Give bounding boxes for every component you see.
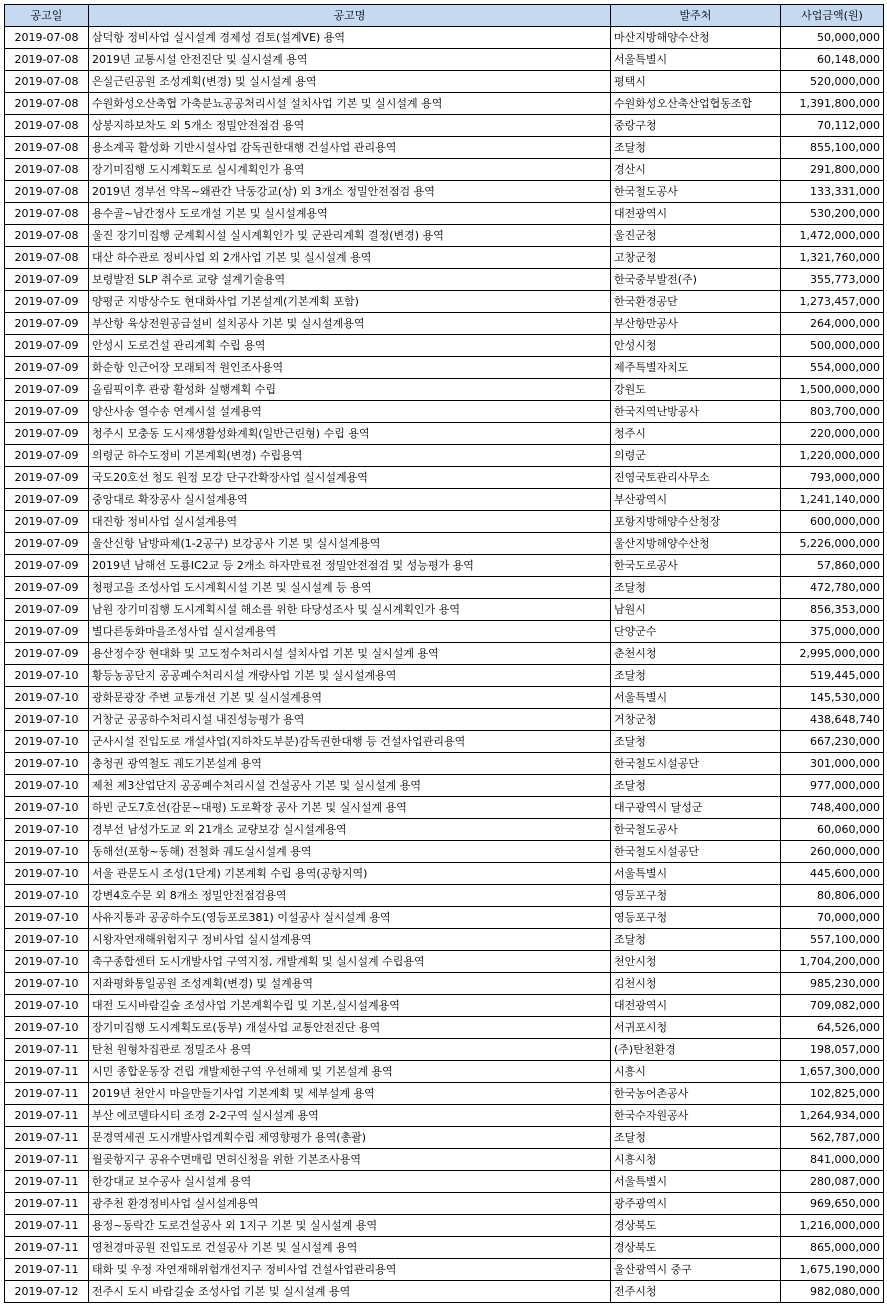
notice-title-cell: 상봉지하보차도 외 5개소 정밀안전점검 용역 xyxy=(89,115,611,137)
notice-title-cell: 2019년 교통시설 안전진단 및 실시설계 용역 xyxy=(89,49,611,71)
ordering-agency-cell: 서울특별시 xyxy=(611,863,781,885)
notice-date-cell: 2019-07-08 xyxy=(5,181,89,203)
project-amount-cell: 80,806,000 xyxy=(781,885,884,907)
ordering-agency-cell: 시흥시 xyxy=(611,1061,781,1083)
ordering-agency-cell: 서울특별시 xyxy=(611,687,781,709)
header-notice-date[interactable]: 공고일 xyxy=(5,5,89,27)
table-row[interactable] xyxy=(5,247,884,269)
notice-title-cell: 사유지통과 공공하수도(영등포로381) 이설공사 실시설계 용역 xyxy=(89,907,611,929)
notice-date-cell: 2019-07-09 xyxy=(5,313,89,335)
table-row[interactable] xyxy=(5,137,884,159)
ordering-agency-cell: 한국철도공사 xyxy=(611,181,781,203)
notice-date-cell: 2019-07-11 xyxy=(5,1259,89,1281)
notice-date-cell: 2019-07-10 xyxy=(5,907,89,929)
table-row[interactable] xyxy=(5,1017,884,1039)
table-row[interactable] xyxy=(5,1259,884,1281)
notice-title-cell: 하빈 군도7호선(감문~대평) 도로확장 공사 기본 및 실시설계 용역 xyxy=(89,797,611,819)
notice-date-cell: 2019-07-12 xyxy=(5,1281,89,1303)
header-row xyxy=(5,5,884,27)
notice-date-cell: 2019-07-09 xyxy=(5,533,89,555)
notice-date-cell: 2019-07-09 xyxy=(5,445,89,467)
project-amount-cell: 520,000,000 xyxy=(781,71,884,93)
notice-date-cell: 2019-07-09 xyxy=(5,577,89,599)
notice-date-cell: 2019-07-10 xyxy=(5,951,89,973)
notice-title-cell: 군사시설 진입도로 개설사업(지하차도부분)감독권한대행 등 건설사업관리용역 xyxy=(89,731,611,753)
ordering-agency-cell: 의령군 xyxy=(611,445,781,467)
notice-title-cell: 삼덕항 정비사업 실시설계 경제성 검토(설계VE) 용역 xyxy=(89,27,611,49)
notice-title-cell: 중앙대로 확장공사 실시설계용역 xyxy=(89,489,611,511)
ordering-agency-cell: 울진군청 xyxy=(611,225,781,247)
table-row[interactable] xyxy=(5,379,884,401)
table-row[interactable] xyxy=(5,863,884,885)
ordering-agency-cell: 제주특별자치도 xyxy=(611,357,781,379)
notice-date-cell: 2019-07-09 xyxy=(5,555,89,577)
notice-date-cell: 2019-07-10 xyxy=(5,665,89,687)
project-amount-cell: 1,675,190,000 xyxy=(781,1259,884,1281)
project-amount-cell: 557,100,000 xyxy=(781,929,884,951)
project-amount-cell: 969,650,000 xyxy=(781,1193,884,1215)
table-row[interactable] xyxy=(5,841,884,863)
project-amount-cell: 500,000,000 xyxy=(781,335,884,357)
notice-date-cell: 2019-07-09 xyxy=(5,467,89,489)
ordering-agency-cell: 부산광역시 xyxy=(611,489,781,511)
project-amount-cell: 562,787,000 xyxy=(781,1127,884,1149)
ordering-agency-cell: 한국지역난방공사 xyxy=(611,401,781,423)
table-row[interactable] xyxy=(5,687,884,709)
notice-date-cell: 2019-07-08 xyxy=(5,115,89,137)
notice-title-cell: 2019년 경부선 약목~왜관간 낙동강교(상) 외 3개소 정밀안전점검 용역 xyxy=(89,181,611,203)
ordering-agency-cell: 울산광역시 중구 xyxy=(611,1259,781,1281)
notice-title-cell: 의령군 하수도정비 기본계획(변경) 수립용역 xyxy=(89,445,611,467)
notice-date-cell: 2019-07-10 xyxy=(5,687,89,709)
notice-date-cell: 2019-07-08 xyxy=(5,247,89,269)
notice-title-cell: 축구종합센터 도시개발사업 구역지정, 개발계획 및 실시설계 수립용역 xyxy=(89,951,611,973)
notice-date-cell: 2019-07-09 xyxy=(5,335,89,357)
notice-date-cell: 2019-07-09 xyxy=(5,643,89,665)
table-row[interactable] xyxy=(5,819,884,841)
notice-title-cell: 울진 장기미집행 군계획시설 실시계획인가 및 군관리계획 결정(변경) 용역 xyxy=(89,225,611,247)
project-amount-cell: 70,112,000 xyxy=(781,115,884,137)
notice-date-cell: 2019-07-08 xyxy=(5,159,89,181)
ordering-agency-cell: 시흥시청 xyxy=(611,1149,781,1171)
ordering-agency-cell: 영등포구청 xyxy=(611,907,781,929)
project-amount-cell: 709,082,000 xyxy=(781,995,884,1017)
project-amount-cell: 57,860,000 xyxy=(781,555,884,577)
notice-date-cell: 2019-07-11 xyxy=(5,1237,89,1259)
notice-date-cell: 2019-07-09 xyxy=(5,599,89,621)
table-row[interactable] xyxy=(5,27,884,49)
project-amount-cell: 291,800,000 xyxy=(781,159,884,181)
table-row[interactable] xyxy=(5,291,884,313)
notice-date-cell: 2019-07-08 xyxy=(5,27,89,49)
table-row[interactable] xyxy=(5,225,884,247)
notice-title-cell: 수원화성오산축협 가축분뇨공공처리시설 설치사업 기본 및 실시설계 용역 xyxy=(89,93,611,115)
table-row[interactable] xyxy=(5,313,884,335)
notice-title-cell: 장기미집행 도시계획도로(동부) 개설사업 교통안전진단 용역 xyxy=(89,1017,611,1039)
notice-date-cell: 2019-07-08 xyxy=(5,49,89,71)
table-row[interactable] xyxy=(5,489,884,511)
project-amount-cell: 600,000,000 xyxy=(781,511,884,533)
table-row[interactable] xyxy=(5,181,884,203)
project-amount-cell: 855,100,000 xyxy=(781,137,884,159)
notice-title-cell: 서울 관문도시 조성(1단계) 기본계획 수립 용역(공항지역) xyxy=(89,863,611,885)
notice-date-cell: 2019-07-08 xyxy=(5,93,89,115)
ordering-agency-cell: 대구광역시 달성군 xyxy=(611,797,781,819)
ordering-agency-cell: 조달청 xyxy=(611,577,781,599)
notice-date-cell: 2019-07-11 xyxy=(5,1171,89,1193)
project-amount-cell: 1,220,000,000 xyxy=(781,445,884,467)
table-row[interactable] xyxy=(5,49,884,71)
notice-date-cell: 2019-07-10 xyxy=(5,863,89,885)
project-amount-cell: 438,648,740 xyxy=(781,709,884,731)
table-row[interactable] xyxy=(5,951,884,973)
notice-title-cell: 용산정수장 현대화 및 고도정수처리시설 설치사업 기본 및 실시설계 용역 xyxy=(89,643,611,665)
notice-title-cell: 태화 및 우정 자연재해위험개선지구 정비사업 건설사업관리용역 xyxy=(89,1259,611,1281)
ordering-agency-cell: 한국철도시설공단 xyxy=(611,841,781,863)
notice-title-cell: 남원 장기미집행 도시계획시설 해소를 위한 타당성조사 및 실시계획인가 용역 xyxy=(89,599,611,621)
table-row[interactable] xyxy=(5,1215,884,1237)
ordering-agency-cell: 조달청 xyxy=(611,731,781,753)
table-row[interactable] xyxy=(5,599,884,621)
notice-title-cell: 울산신항 남방파제(1-2공구) 보강공사 기본 및 실시설계용역 xyxy=(89,533,611,555)
table-row[interactable] xyxy=(5,159,884,181)
notice-date-cell: 2019-07-10 xyxy=(5,995,89,1017)
table-row[interactable] xyxy=(5,731,884,753)
project-amount-cell: 220,000,000 xyxy=(781,423,884,445)
notice-date-cell: 2019-07-11 xyxy=(5,1105,89,1127)
notice-date-cell: 2019-07-10 xyxy=(5,1017,89,1039)
notice-date-cell: 2019-07-08 xyxy=(5,71,89,93)
project-amount-cell: 1,704,200,000 xyxy=(781,951,884,973)
ordering-agency-cell: 한국중부발전(주) xyxy=(611,269,781,291)
notice-title-cell: 부산항 육상전원공급설비 설치공사 기본 및 실시설계용역 xyxy=(89,313,611,335)
project-amount-cell: 667,230,000 xyxy=(781,731,884,753)
ordering-agency-cell: 부산항만공사 xyxy=(611,313,781,335)
project-amount-cell: 530,200,000 xyxy=(781,203,884,225)
notice-title-cell: 안성시 도로건설 관리계획 수립 용역 xyxy=(89,335,611,357)
project-amount-cell: 5,226,000,000 xyxy=(781,533,884,555)
project-amount-cell: 748,400,000 xyxy=(781,797,884,819)
notice-date-cell: 2019-07-09 xyxy=(5,291,89,313)
notice-date-cell: 2019-07-10 xyxy=(5,709,89,731)
table-row[interactable] xyxy=(5,555,884,577)
project-amount-cell: 554,000,000 xyxy=(781,357,884,379)
notice-title-cell: 2019년 천안시 마을만들기사업 기본계획 및 세부설계 용역 xyxy=(89,1083,611,1105)
notice-title-cell: 제천 제3산업단지 공공폐수처리시설 건설공사 기본 및 실시설계 용역 xyxy=(89,775,611,797)
project-amount-cell: 70,000,000 xyxy=(781,907,884,929)
ordering-agency-cell: 춘천시청 xyxy=(611,643,781,665)
notice-title-cell: 양산사송 열수송 연계시설 설계용역 xyxy=(89,401,611,423)
project-amount-cell: 264,000,000 xyxy=(781,313,884,335)
notice-title-cell: 한강대교 보수공사 실시설계 용역 xyxy=(89,1171,611,1193)
ordering-agency-cell: 김천시청 xyxy=(611,973,781,995)
table-row[interactable] xyxy=(5,93,884,115)
notice-title-cell: 탄천 원형차집관로 정밀조사 용역 xyxy=(89,1039,611,1061)
table-row[interactable] xyxy=(5,1149,884,1171)
ordering-agency-cell: 수원화성오산축산업협동조합 xyxy=(611,93,781,115)
notice-title-cell: 보령발전 SLP 취수로 교량 설계기술용역 xyxy=(89,269,611,291)
table-row[interactable] xyxy=(5,357,884,379)
table-row[interactable] xyxy=(5,1171,884,1193)
notice-title-cell: 동해선(포항~동해) 전철화 궤도실시설계 용역 xyxy=(89,841,611,863)
notice-title-cell: 국도20호선 청도 원정 모강 단구간확장사업 실시설계용역 xyxy=(89,467,611,489)
project-amount-cell: 102,825,000 xyxy=(781,1083,884,1105)
project-amount-cell: 793,000,000 xyxy=(781,467,884,489)
notice-title-cell: 문경역세권 도시개발사업계획수립 제영향평가 용역(총괄) xyxy=(89,1127,611,1149)
table-row[interactable] xyxy=(5,533,884,555)
project-amount-cell: 1,657,300,000 xyxy=(781,1061,884,1083)
table-row[interactable] xyxy=(5,621,884,643)
project-amount-cell: 50,000,000 xyxy=(781,27,884,49)
ordering-agency-cell: 조달청 xyxy=(611,929,781,951)
ordering-agency-cell: 중랑구청 xyxy=(611,115,781,137)
notice-title-cell: 별다른동화마을조성사업 실시설계용역 xyxy=(89,621,611,643)
notice-date-cell: 2019-07-09 xyxy=(5,401,89,423)
table-row[interactable] xyxy=(5,1039,884,1061)
notice-title-cell: 월곶항지구 공유수면매립 면허신청을 위한 기본조사용역 xyxy=(89,1149,611,1171)
notice-title-cell: 경부선 남성가도교 외 21개소 교량보강 실시설계용역 xyxy=(89,819,611,841)
project-amount-cell: 1,241,140,000 xyxy=(781,489,884,511)
notice-date-cell: 2019-07-11 xyxy=(5,1127,89,1149)
notice-title-cell: 광화문광장 주변 교통개선 기본 및 실시설계용역 xyxy=(89,687,611,709)
ordering-agency-cell: 한국농어촌공사 xyxy=(611,1083,781,1105)
header-project-amount[interactable]: 사업금액(원) xyxy=(781,5,884,27)
table-row[interactable] xyxy=(5,775,884,797)
project-amount-cell: 472,780,000 xyxy=(781,577,884,599)
notice-date-cell: 2019-07-09 xyxy=(5,489,89,511)
project-amount-cell: 1,264,934,000 xyxy=(781,1105,884,1127)
notice-title-cell: 장기미집행 도시계획도로 실시계획인가 용역 xyxy=(89,159,611,181)
table-row[interactable] xyxy=(5,1105,884,1127)
notice-date-cell: 2019-07-11 xyxy=(5,1215,89,1237)
table-row[interactable] xyxy=(5,335,884,357)
ordering-agency-cell: 대전광역시 xyxy=(611,995,781,1017)
notice-title-cell: 충청권 광역철도 궤도기본설계 용역 xyxy=(89,753,611,775)
ordering-agency-cell: 강원도 xyxy=(611,379,781,401)
table-row[interactable] xyxy=(5,577,884,599)
notice-title-cell: 용정~동락간 도로건설공사 외 1지구 기본 및 실시설계 용역 xyxy=(89,1215,611,1237)
ordering-agency-cell: 조달청 xyxy=(611,137,781,159)
ordering-agency-cell: 서귀포시청 xyxy=(611,1017,781,1039)
ordering-agency-cell: 천안시청 xyxy=(611,951,781,973)
table-row[interactable] xyxy=(5,423,884,445)
table-row[interactable] xyxy=(5,907,884,929)
table-row[interactable] xyxy=(5,401,884,423)
notice-date-cell: 2019-07-10 xyxy=(5,775,89,797)
notice-title-cell: 거창군 공공하수처리시설 내진성능평가 용역 xyxy=(89,709,611,731)
ordering-agency-cell: 한국환경공단 xyxy=(611,291,781,313)
table-row[interactable] xyxy=(5,269,884,291)
project-amount-cell: 375,000,000 xyxy=(781,621,884,643)
ordering-agency-cell: 한국도로공사 xyxy=(611,555,781,577)
table-row[interactable] xyxy=(5,643,884,665)
notice-date-cell: 2019-07-11 xyxy=(5,1061,89,1083)
table-row[interactable] xyxy=(5,445,884,467)
table-row[interactable] xyxy=(5,1083,884,1105)
project-amount-cell: 985,230,000 xyxy=(781,973,884,995)
ordering-agency-cell: 한국수자원공사 xyxy=(611,1105,781,1127)
notice-date-cell: 2019-07-09 xyxy=(5,379,89,401)
ordering-agency-cell: 한국철도공사 xyxy=(611,819,781,841)
ordering-agency-cell: 영등포구청 xyxy=(611,885,781,907)
ordering-agency-cell: 평택시 xyxy=(611,71,781,93)
project-amount-cell: 260,000,000 xyxy=(781,841,884,863)
table-row[interactable] xyxy=(5,973,884,995)
project-amount-cell: 60,148,000 xyxy=(781,49,884,71)
notice-date-cell: 2019-07-10 xyxy=(5,731,89,753)
ordering-agency-cell: 조달청 xyxy=(611,665,781,687)
project-amount-cell: 841,000,000 xyxy=(781,1149,884,1171)
ordering-agency-cell: 거창군청 xyxy=(611,709,781,731)
ordering-agency-cell: 남원시 xyxy=(611,599,781,621)
notice-date-cell: 2019-07-10 xyxy=(5,841,89,863)
table-row[interactable] xyxy=(5,797,884,819)
notice-title-cell: 대전 도시바람길숲 조성사업 기본계획수립 및 기본,실시설계용역 xyxy=(89,995,611,1017)
notice-title-cell: 지좌평화통일공원 조성계획(변경) 및 설계용역 xyxy=(89,973,611,995)
project-amount-cell: 982,080,000 xyxy=(781,1281,884,1303)
table-row[interactable] xyxy=(5,203,884,225)
ordering-agency-cell: 서울특별시 xyxy=(611,49,781,71)
project-amount-cell: 1,321,760,000 xyxy=(781,247,884,269)
header-notice-title[interactable]: 공고명 xyxy=(89,5,611,27)
notice-title-cell: 대진항 정비사업 실시설계용역 xyxy=(89,511,611,533)
notice-title-cell: 청평고을 조성사업 도시계획시설 기본 및 실시설계 등 용역 xyxy=(89,577,611,599)
ordering-agency-cell: 마산지방해양수산청 xyxy=(611,27,781,49)
project-amount-cell: 865,000,000 xyxy=(781,1237,884,1259)
notice-title-cell: 시왕자연재해위험지구 정비사업 실시설계용역 xyxy=(89,929,611,951)
notice-title-cell: 대산 하수관로 정비사업 외 2개사업 기본 및 실시설계 용역 xyxy=(89,247,611,269)
table-row[interactable] xyxy=(5,995,884,1017)
notice-date-cell: 2019-07-10 xyxy=(5,797,89,819)
ordering-agency-cell: 한국철도시설공단 xyxy=(611,753,781,775)
table-row[interactable] xyxy=(5,511,884,533)
table-row[interactable] xyxy=(5,115,884,137)
ordering-agency-cell: (주)탄천환경 xyxy=(611,1039,781,1061)
notice-date-cell: 2019-07-10 xyxy=(5,819,89,841)
notice-title-cell: 청주시 모충동 도시재생활성화계획(일반근린형) 수립 용역 xyxy=(89,423,611,445)
notice-date-cell: 2019-07-09 xyxy=(5,621,89,643)
ordering-agency-cell: 울산지방해양수산청 xyxy=(611,533,781,555)
notice-date-cell: 2019-07-10 xyxy=(5,753,89,775)
notice-title-cell: 양평군 지방상수도 현대화사업 기본설계(기본계획 포함) xyxy=(89,291,611,313)
ordering-agency-cell: 경상북도 xyxy=(611,1237,781,1259)
ordering-agency-cell: 경산시 xyxy=(611,159,781,181)
notice-date-cell: 2019-07-11 xyxy=(5,1149,89,1171)
project-amount-cell: 64,526,000 xyxy=(781,1017,884,1039)
project-amount-cell: 2,995,000,000 xyxy=(781,643,884,665)
project-amount-cell: 977,000,000 xyxy=(781,775,884,797)
ordering-agency-cell: 포항지방해양수산청장 xyxy=(611,511,781,533)
notice-title-cell: 황등농공단지 공공폐수처리시설 개량사업 기본 및 실시설계용역 xyxy=(89,665,611,687)
ordering-agency-cell: 조달청 xyxy=(611,1127,781,1149)
ordering-agency-cell: 서울특별시 xyxy=(611,1171,781,1193)
notice-title-cell: 은실근린공원 조성계획(변경) 및 실시설계 용역 xyxy=(89,71,611,93)
project-amount-cell: 145,530,000 xyxy=(781,687,884,709)
notice-title-cell: 강변4호수문 외 8개소 정밀안전점검용역 xyxy=(89,885,611,907)
notice-title-cell: 2019년 남해선 도룡IC2교 등 2개소 하자만료전 정밀안전점검 및 성능평가 용역 xyxy=(89,555,611,577)
project-amount-cell: 856,353,000 xyxy=(781,599,884,621)
ordering-agency-cell: 경상북도 xyxy=(611,1215,781,1237)
notice-date-cell: 2019-07-09 xyxy=(5,423,89,445)
table-row[interactable] xyxy=(5,1281,884,1303)
project-amount-cell: 1,391,800,000 xyxy=(781,93,884,115)
table-row[interactable] xyxy=(5,665,884,687)
notice-date-cell: 2019-07-08 xyxy=(5,137,89,159)
notice-title-cell: 영천경마공원 진입도로 건설공사 기본 및 실시설계 용역 xyxy=(89,1237,611,1259)
project-amount-cell: 280,087,000 xyxy=(781,1171,884,1193)
notice-date-cell: 2019-07-10 xyxy=(5,973,89,995)
ordering-agency-cell: 단양군수 xyxy=(611,621,781,643)
table-row[interactable] xyxy=(5,1061,884,1083)
table-row[interactable] xyxy=(5,1237,884,1259)
notice-title-cell: 부산 에코델타시티 조경 2-2구역 실시설계 용역 xyxy=(89,1105,611,1127)
ordering-agency-cell: 청주시 xyxy=(611,423,781,445)
project-amount-cell: 60,060,000 xyxy=(781,819,884,841)
notice-date-cell: 2019-07-09 xyxy=(5,511,89,533)
notice-title-cell: 전주시 도시 바람길숲 조성사업 기본 및 실시설계 용역 xyxy=(89,1281,611,1303)
notice-date-cell: 2019-07-10 xyxy=(5,929,89,951)
notice-title-cell: 올림픽이후 관광 활성화 실행계획 수립 xyxy=(89,379,611,401)
table-row[interactable] xyxy=(5,753,884,775)
notice-title-cell: 광주천 환경정비사업 실시설계용역 xyxy=(89,1193,611,1215)
notice-date-cell: 2019-07-08 xyxy=(5,203,89,225)
notice-date-cell: 2019-07-11 xyxy=(5,1083,89,1105)
notice-title-cell: 시민 종합운동장 건립 개발제한구역 우선해제 및 기본설계 용역 xyxy=(89,1061,611,1083)
ordering-agency-cell: 안성시청 xyxy=(611,335,781,357)
ordering-agency-cell: 조달청 xyxy=(611,775,781,797)
table-row[interactable] xyxy=(5,709,884,731)
notice-title-cell: 용소계곡 활성화 기반시설사업 감독권한대행 건설사업 관리용역 xyxy=(89,137,611,159)
project-amount-cell: 1,273,457,000 xyxy=(781,291,884,313)
notice-date-cell: 2019-07-09 xyxy=(5,269,89,291)
notice-date-cell: 2019-07-10 xyxy=(5,885,89,907)
bid-notice-table xyxy=(4,4,884,1303)
project-amount-cell: 355,773,000 xyxy=(781,269,884,291)
table-row[interactable] xyxy=(5,467,884,489)
table-row[interactable] xyxy=(5,885,884,907)
table-row[interactable] xyxy=(5,71,884,93)
project-amount-cell: 133,331,000 xyxy=(781,181,884,203)
notice-date-cell: 2019-07-08 xyxy=(5,225,89,247)
project-amount-cell: 1,472,000,000 xyxy=(781,225,884,247)
ordering-agency-cell: 진영국토관리사무소 xyxy=(611,467,781,489)
table-row[interactable] xyxy=(5,929,884,951)
project-amount-cell: 198,057,000 xyxy=(781,1039,884,1061)
notice-date-cell: 2019-07-09 xyxy=(5,357,89,379)
ordering-agency-cell: 광주광역시 xyxy=(611,1193,781,1215)
ordering-agency-cell: 전주시청 xyxy=(611,1281,781,1303)
project-amount-cell: 445,600,000 xyxy=(781,863,884,885)
table-row[interactable] xyxy=(5,1127,884,1149)
project-amount-cell: 1,500,000,000 xyxy=(781,379,884,401)
notice-date-cell: 2019-07-11 xyxy=(5,1193,89,1215)
project-amount-cell: 519,445,000 xyxy=(781,665,884,687)
notice-title-cell: 화순항 인근어장 모래퇴적 원인조사용역 xyxy=(89,357,611,379)
ordering-agency-cell: 고창군청 xyxy=(611,247,781,269)
header-ordering-agency[interactable]: 발주처 xyxy=(611,5,781,27)
project-amount-cell: 301,000,000 xyxy=(781,753,884,775)
notice-date-cell: 2019-07-11 xyxy=(5,1039,89,1061)
notice-title-cell: 용수골~남간정사 도로개설 기본 및 실시설계용역 xyxy=(89,203,611,225)
project-amount-cell: 1,216,000,000 xyxy=(781,1215,884,1237)
ordering-agency-cell: 대전광역시 xyxy=(611,203,781,225)
table-row[interactable] xyxy=(5,1193,884,1215)
project-amount-cell: 803,700,000 xyxy=(781,401,884,423)
